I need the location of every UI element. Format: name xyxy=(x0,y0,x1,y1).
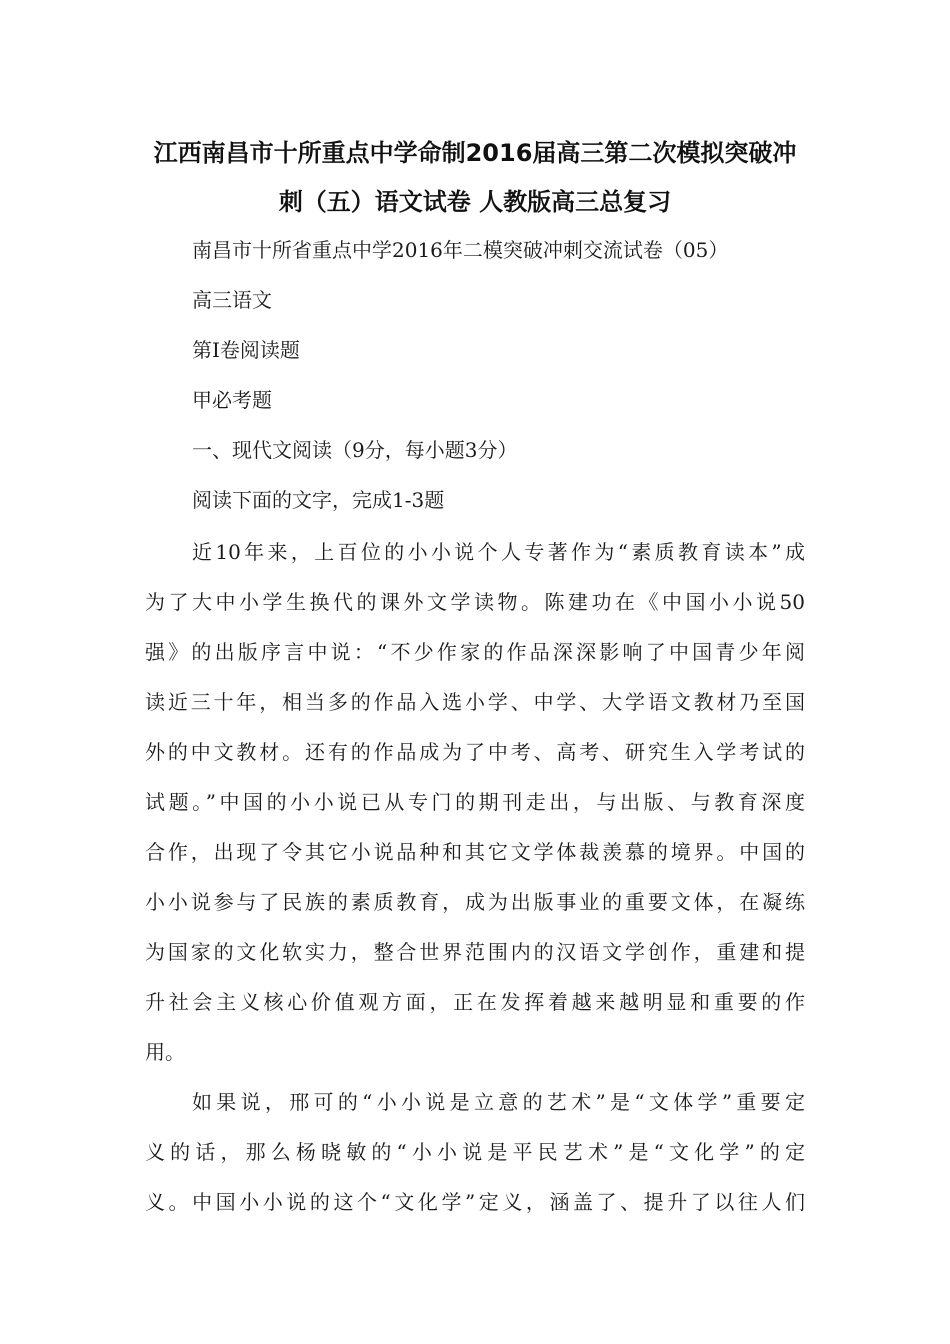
subject-label: 高三语文 xyxy=(192,288,272,312)
document-title-line-2: 刺（五）语文试卷 人教版高三总复习 xyxy=(278,188,672,216)
paragraph-1-line: 试题。”中国的小小说已从专门的期刊走出，与出版、与教育深度 xyxy=(145,790,805,814)
section-heading: 第Ⅰ卷阅读题 xyxy=(192,338,300,362)
paragraph-1-line: 外的中文教材。还有的作品成为了中考、高考、研究生入学考试的 xyxy=(145,740,805,764)
paragraph-1-line: 为国家的文化软实力，整合世界范围内的汉语文学创作，重建和提 xyxy=(145,940,805,964)
paragraph-2-line: 义。中国小小说的这个“文化学”定义，涵盖了、提升了以往人们 xyxy=(145,1190,805,1214)
paragraph-2-line: 义的话，那么杨晓敏的“小小说是平民艺术”是“文化学”的定 xyxy=(145,1140,805,1164)
paragraph-1-line: 为了大中小学生换代的课外文学读物。陈建功在《中国小小说50 xyxy=(145,590,805,614)
paragraph-1-line: 合作，出现了令其它小说品种和其它文学体裁羡慕的境界。中国的 xyxy=(145,840,805,864)
exam-name: 南昌市十所省重点中学2016年二模突破冲刺交流试卷（05） xyxy=(192,238,729,262)
document-title-line-1: 江西南昌市十所重点中学命制2016届高三第二次模拟突破冲 xyxy=(153,139,797,167)
paragraph-1-line: 升社会主义核心价值观方面，正在发挥着越来越明显和重要的作 xyxy=(145,990,805,1014)
paragraph-1-line: 强》的出版序言中说：“不少作家的作品深深影响了中国青少年阅 xyxy=(145,640,805,664)
question-group-heading: 一、现代文阅读（9分，每小题3分） xyxy=(192,438,518,462)
paragraph-1-line: 用。 xyxy=(145,1040,185,1064)
paragraph-1-line: 小小说参与了民族的素质教育，成为出版事业的重要文体，在凝练 xyxy=(145,890,805,914)
paragraph-2-line: 如果说，邢可的“小小说是立意的艺术”是“文体学”重要定 xyxy=(192,1090,805,1114)
paragraph-1-line: 近10年来，上百位的小小说个人专著作为“素质教育读本”成 xyxy=(192,540,805,564)
reading-instruction: 阅读下面的文字，完成1-3题 xyxy=(192,488,445,512)
paragraph-1-line: 读近三十年，相当多的作品入选小学、中学、大学语文教材乃至国 xyxy=(145,690,805,714)
subsection-heading: 甲必考题 xyxy=(192,388,272,412)
